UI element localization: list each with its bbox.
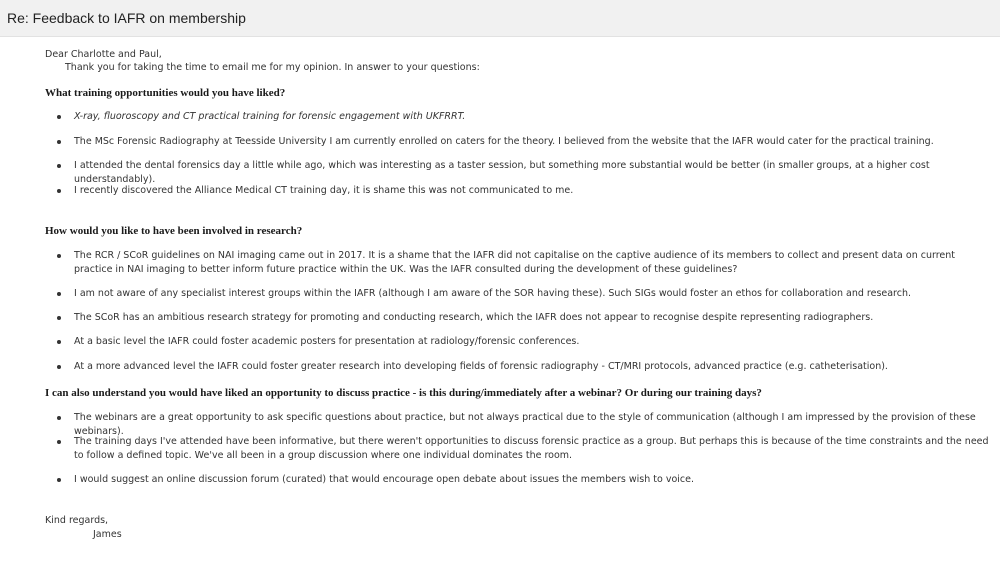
list-item: The RCR / SCoR guidelines on NAI imaging came out in 2017. It is a shame that the IAFR did not capitalise on the captive audience of its members to collect and present data on current practice in NAI imaging to better inform future practice within the UK. Was the IAFR consulted during the development of these guidelines?	[57, 249, 992, 277]
list-item: I would suggest an online discussion forum (curated) that would encourage open debate about issues the members wish to voice.	[57, 473, 992, 487]
question-training: What training opportunities would you have liked?	[45, 87, 286, 99]
bullet-icon	[57, 316, 61, 320]
list-item: The MSc Forensic Radiography at Teesside University I am currently enrolled on caters for the theory. I believed from the website that the IAFR would cater for the practical training.	[57, 135, 992, 149]
greeting: Dear Charlotte and Paul,	[45, 49, 162, 60]
list-item: The SCoR has an ambitious research strategy for promoting and conducting research, which the IAFR does not appear to recognise despite representing radiographers.	[57, 311, 992, 325]
question-research: How would you like to have been involved in research?	[45, 225, 303, 237]
bullet-icon	[57, 189, 61, 193]
question-discussion: I can also understand you would have liked an opportunity to discuss practice - is this during/immediately after a webinar? Or during our training days?	[45, 387, 762, 399]
email-header	[0, 0, 1000, 37]
list-item: At a more advanced level the IAFR could foster greater research into developing fields of forensic radiography - CT/MRI protocols, advanced practice (e.g. catheterisation).	[57, 360, 992, 374]
bullet-icon	[57, 292, 61, 296]
signoff: Kind regards,	[45, 515, 109, 526]
bullet-icon	[57, 254, 61, 258]
bullet-icon	[57, 416, 61, 420]
bullet-icon	[57, 164, 61, 168]
bullet-icon	[57, 365, 61, 369]
email-subject: Re: Feedback to IAFR on membership	[7, 10, 246, 26]
bullet-icon	[57, 478, 61, 482]
intro-line: Thank you for taking the time to email me for my opinion. In answer to your questions:	[65, 62, 480, 73]
list-item: X-ray, fluoroscopy and CT practical training for forensic engagement with UKFRRT.	[57, 110, 992, 124]
bullet-icon	[57, 340, 61, 344]
list-item: I recently discovered the Alliance Medical CT training day, it is shame this was not communicated to me.	[57, 184, 992, 198]
signature: James	[93, 529, 122, 540]
list-item: I am not aware of any specialist interest groups within the IAFR (although I am aware of the SOR having these). Such SIGs would foster an ethos for collaboration and research.	[57, 287, 992, 301]
list-item: The training days I've attended have been informative, but there weren't opportunities to discuss forensic practice as a group. But perhaps this is because of the time constraints and the need to follow a defined topic. We've all been in a group discussion where one individual dominates the room.	[57, 435, 992, 463]
bullet-icon	[57, 115, 61, 119]
list-item: At a basic level the IAFR could foster academic posters for presentation at radiology/forensic conferences.	[57, 335, 992, 349]
bullet-icon	[57, 440, 61, 444]
list-item: I attended the dental forensics day a little while ago, which was interesting as a taster session, but something more substantial would be better (in smaller groups, at a higher cost understandably).	[57, 159, 992, 187]
list-item: The webinars are a great opportunity to ask specific questions about practice, but not always practical due to the style of communication (although I am impressed by the provision of these webinars).	[57, 411, 992, 439]
bullet-icon	[57, 140, 61, 144]
